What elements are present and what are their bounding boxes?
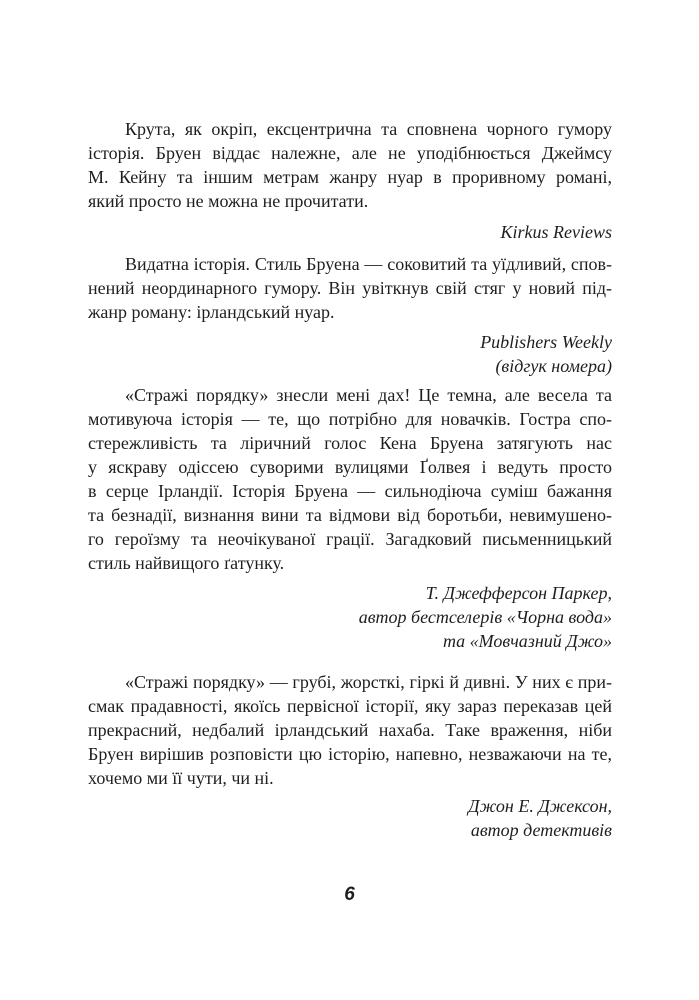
attribution-line: Т. Джефферсон Паркер,: [425, 583, 612, 603]
review-attribution: [88, 581, 612, 653]
quote-line: «Стражі порядку» — грубі, жорсткі, гіркі й дивні. У них є при-: [125, 672, 612, 692]
quote-line: хочемо ми її чути, чи ні.: [88, 768, 274, 788]
review-attribution: [88, 330, 612, 378]
review-attribution: [88, 794, 612, 842]
quote-line: та безнадії, визнання вини та відмови від боротьби, невимушено-: [88, 505, 612, 525]
quote-line: жанр роману: ірландський нуар.: [88, 302, 335, 322]
attribution-line: та «Мовчазний Джо»: [442, 631, 612, 651]
quote-line: який просто не можна не прочитати.: [88, 191, 369, 211]
review-quote: [88, 670, 612, 790]
quote-line: «Стражі порядку» знесли мені дах! Це темна, але весела та: [125, 385, 612, 405]
review-blurb-jackson: [88, 670, 612, 842]
review-quote: [88, 252, 612, 324]
quote-line: в серце Ірландії. Історія Бруена — сильнодіюча суміш бажання: [88, 481, 612, 501]
quote-line: стиль найвищого ґатунку.: [88, 553, 285, 573]
attribution-line: (відгук номера): [495, 356, 612, 376]
quote-line: прекрасний, недбалий ірландський нахаба. Таке враження, ніби: [88, 720, 612, 740]
quote-line: у яскраву одіссею суворими вулицями Ґолвея і ведуть просто: [88, 457, 612, 477]
review-blurb-parker: [88, 383, 612, 653]
quote-line: історія. Бруен віддає належне, але не уподібнюється Джеймсу: [88, 143, 612, 163]
review-quote: [88, 117, 612, 213]
attribution-line: Kirkus Reviews: [500, 222, 612, 242]
review-blurb-kirkus: [88, 117, 612, 244]
attribution-line: Publishers Weekly: [480, 332, 612, 352]
page-number: 6: [344, 884, 355, 905]
review-attribution: [88, 220, 612, 244]
quote-line: смак прадавності, якоїсь первісної історії, яку зараз переказав цей: [88, 696, 612, 716]
quote-line: Видатна історія. Стиль Бруена — соковитий та уїдливий, спов-: [125, 254, 612, 274]
quote-line: го героїзму та неочікуваної грації. Загадковий письменницький: [88, 529, 612, 549]
quote-line: стережливість та ліричний голос Кена Бруена затягують нас: [88, 433, 612, 453]
attribution-line: Джон Е. Джексон,: [468, 796, 612, 816]
attribution-line: автор детективів: [470, 820, 612, 840]
quote-line: Бруен вирішив розповісти цю історію, напевно, незважаючи на те,: [88, 744, 612, 764]
quote-line: мотивуюча історія — те, що потрібно для новачків. Гостра спо-: [88, 409, 612, 429]
review-blurb-publishers-weekly: [88, 252, 612, 378]
quote-line: М. Кейну та іншим метрам жанру нуар в проривному романі,: [88, 167, 612, 187]
quote-line: Крута, як окріп, ексцентрична та сповнена чорного гумору: [125, 119, 612, 139]
review-quote: [88, 383, 612, 575]
attribution-line: автор бестселерів «Чорна вода»: [358, 607, 612, 627]
quote-line: нений неординарного гумору. Він увіткнув свій стяг у новий під-: [88, 278, 612, 298]
